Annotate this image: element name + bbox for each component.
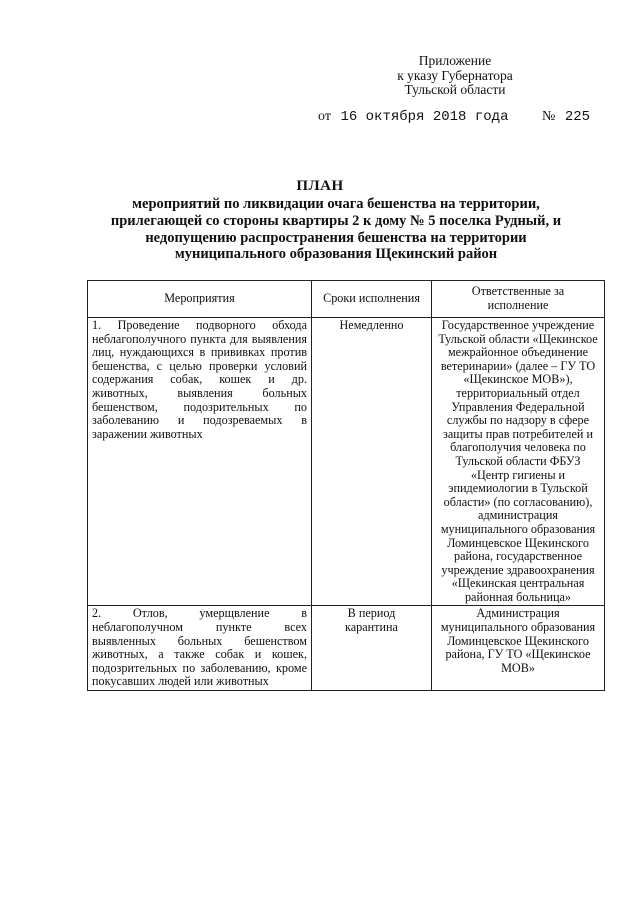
table-header-row <box>88 281 605 318</box>
decree-number: 225 <box>564 109 591 125</box>
row-2-term: В период карантина <box>312 606 432 691</box>
column-header-terms: Сроки исполнения <box>312 281 432 318</box>
plan-subtitle: мероприятий по ликвидации очага бешенства на территории, прилегающей со стороны квартиры 2 к дому № 5 поселка Рудный, и недопущению распространения бешенства на территории муниципального образования Щекинский район <box>110 196 562 263</box>
page-title: ПЛАН <box>296 178 344 194</box>
row-1-action: 1. Проведение подворного обхода неблагополучного пункта для выявления лиц, нуждающихся в прививках против бешенства, с целью проверки условий содержания собак, кошек и др. животных, выявления больных бешенством, подозрительных по заболеванию и подозреваемых в заражении животных <box>88 318 312 606</box>
table-row <box>88 318 605 606</box>
appendix-line-2: к указу Губернатора <box>397 67 513 83</box>
decree-prefix: от <box>318 109 331 124</box>
row-2-responsible: Администрация муниципального образования Ломинцевское Щекинского района, ГУ ТО «Щекинское МОВ» <box>432 606 605 691</box>
decree-reference <box>318 109 590 125</box>
decree-date: 16 октября 2018 года <box>340 109 509 125</box>
appendix-line-3: Тульской области <box>404 82 506 97</box>
column-header-responsible: Ответственные за исполнение <box>432 281 605 318</box>
decree-number-sign: № <box>541 109 556 124</box>
appendix-header <box>380 54 530 98</box>
row-2-action: 2. Отлов, умерщвление в неблагополучном пункте всех выявленных больных бешенством животных, а также собак и кошек, подозрительных по заболеванию, кроме покусавших людей или животных <box>88 606 312 691</box>
plan-table <box>87 280 605 691</box>
row-1-term: Немедленно <box>312 318 432 606</box>
column-header-actions: Мероприятия <box>88 281 312 318</box>
table-row <box>88 606 605 691</box>
row-1-responsible: Государственное учреждение Тульской области «Щекинское межрайонное объединение ветеринарии» (далее – ГУ ТО «Щекинское МОВ»), территориальный отдел Управления Федеральной службы по надзору в сфере защиты прав потребителей и благополучия человека по Тульской области ФБУЗ «Центр гигиены и эпидемиологии в Тульской области» (по согласованию), администрация муниципального образования Ломинцевское Щекинского района, государственное учреждение здравоохранения «Щекинская центральная районная больница» <box>432 318 605 606</box>
appendix-line-1: Приложение <box>418 53 492 68</box>
